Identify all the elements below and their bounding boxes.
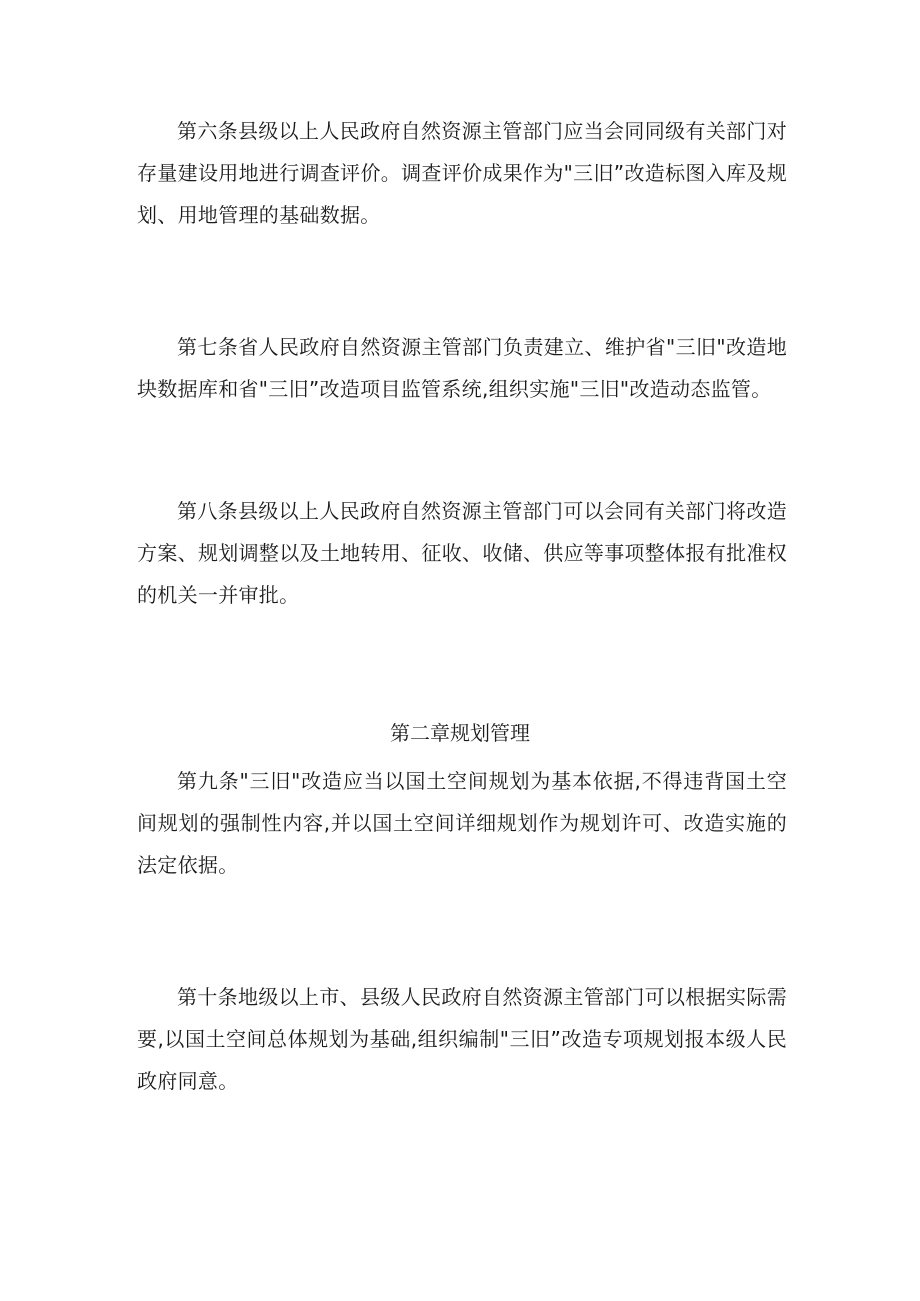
article-10-paragraph: 第十条地级以上市、县级人民政府自然资源主管部门可以根据实际需要,以国土空间总体规划为基础,组织编制"三旧”改造专项规划报本级人民政府同意。	[137, 985, 787, 1093]
article-9-paragraph: 第九条"三旧"改造应当以国土空间规划为基本依据,不得违背国土空间规划的强制性内容,并以国土空间详细规划作为规划许可、改造实施的法定依据。	[137, 769, 787, 877]
article-6-paragraph: 第六条县级以上人民政府自然资源主管部门应当会同同级有关部门对存量建设用地进行调查评价。调查评价成果作为"三旧”改造标图入库及规划、用地管理的基础数据。	[137, 119, 787, 227]
chapter-2-heading: 第二章规划管理	[390, 721, 530, 745]
article-7-paragraph: 第七条省人民政府自然资源主管部门负责建立、维护省"三旧"改造地块数据库和省"三旧”改造项目监管系统,组织实施"三旧"改造动态监管。	[137, 335, 787, 401]
article-8-paragraph: 第八条县级以上人民政府自然资源主管部门可以会同有关部门将改造方案、规划调整以及土地转用、征收、收储、供应等事项整体报有批准权的机关一并审批。	[137, 499, 787, 607]
